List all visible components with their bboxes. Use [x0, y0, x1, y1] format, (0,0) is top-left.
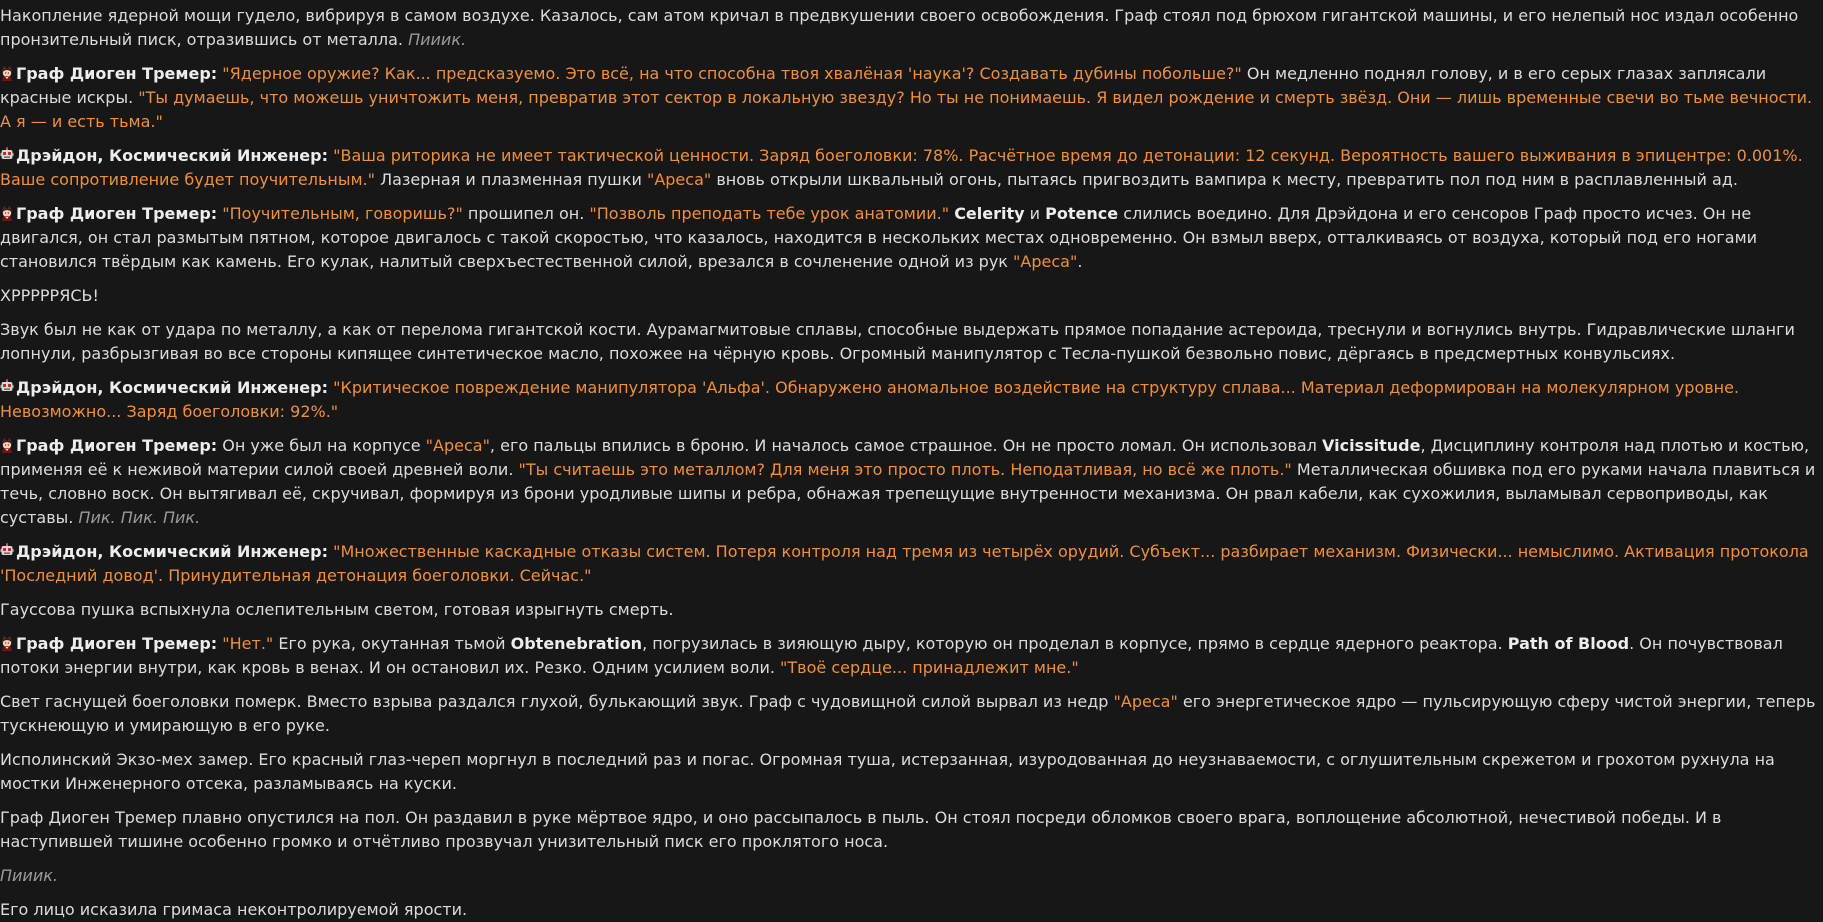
sound-effect: Пииик.	[408, 30, 467, 49]
speaker-name: Граф Диоген Тремер:	[16, 436, 218, 455]
speaker-name: Граф Диоген Тремер:	[16, 64, 218, 83]
text-run: . Он почувствовал потоки энергии внутри, как кровь в венах. И он остановил их. Резко. Одним усилием воли.	[0, 634, 1783, 677]
narration-paragraph	[0, 898, 1823, 922]
text-run: слились воедино. Для Дрэйдона и его сенсоров Граф просто исчез. Он не двигался, он стал размытым пятном, которое двигалось с такой скоростью, что казалось, находится в нескольких местах одновременно. Он взмыл вверх, отталкиваясь от воздуха, который под его ногами становился твёрдым как камень. Его кулак, налитый сверхъестественной силой, врезался в сочленение одной из рук	[0, 204, 1758, 271]
text-run: , его пальцы впились в броню. И началось самое страшное. Он не просто ломал. Он использовал	[489, 436, 1322, 455]
robot-icon	[0, 147, 14, 163]
speaker-name: Дрэйдон, Космический Инженер:	[16, 542, 329, 561]
robot-icon	[0, 379, 14, 395]
text-run: .	[1077, 252, 1083, 271]
dialogue-paragraph	[0, 540, 1823, 588]
sound-effect: Пик. Пик. Пик.	[78, 508, 201, 527]
narration-paragraph	[0, 690, 1823, 738]
narration-paragraph	[0, 318, 1823, 366]
quote-text: "Ареса"	[1113, 692, 1178, 711]
dialogue-paragraph	[0, 376, 1823, 424]
quote-text: "Критическое повреждение манипулятора 'Альфа'. Обнаружено аномальное воздействие на структуру сплава... Материал деформирован на молекулярном уровне. Невозможно... Заряд боеголовки: 92%."	[0, 378, 1740, 421]
quote-text: "Позволь преподать тебе урок анатомии."	[589, 204, 950, 223]
dialogue-paragraph	[0, 632, 1823, 680]
quote-text: "Ваша риторика не имеет тактической ценности. Заряд боеголовки: 78%. Расчётное время до детонации: 12 секунд. Вероятность вашего выживания в эпицентре: 0.001%. Ваше сопротивление будет поучительным."	[0, 146, 1803, 189]
vampire-icon	[0, 635, 14, 651]
quote-text: "Множественные каскадные отказы систем. Потеря контроля над тремя из четырёх орудий. Субъект... разбирает механизм. Физически... немыслимо. Активация протокола 'Последний довод'. Принудительная детонация боеголовки. Сейчас."	[0, 542, 1809, 585]
dialogue-paragraph	[0, 202, 1823, 274]
speaker-name: Дрэйдон, Космический Инженер:	[16, 378, 329, 397]
dialogue-paragraph	[0, 144, 1823, 192]
text-run: Его лицо исказила гримаса неконтролируемой ярости.	[0, 900, 468, 919]
discipline-name: Potence	[1045, 204, 1119, 223]
text-run: Граф Диоген Тремер плавно опустился на пол. Он раздавил в руке мёртвое ядро, и оно рассыпалось в пыль. Он стоял посреди обломков своего врага, воплощение абсолютной, нечестивой победы. И в наступившей тишине особенно громко и отчётливо прозвучал унизительный писк его проклятого носа.	[0, 808, 1722, 851]
vampire-icon	[0, 205, 14, 221]
text-run: его энергетическое ядро — пульсирующую сферу чистой энергии, теперь тускнеющую и умирающую в его руке.	[0, 692, 1816, 735]
text-run: Исполинский Экзо-мех замер. Его красный глаз-череп моргнул в последний раз и погас. Огромная туша, истерзанная, изуродованная до неузнаваемости, с оглушительным скрежетом и грохотом рухнула на мостки Инженерного отсека, разламываясь на куски.	[0, 750, 1775, 793]
text-run: Накопление ядерной мощи гудело, вибрируя в самом воздухе. Казалось, сам атом кричал в предвкушении своего освобождения. Граф стоял под брюхом гигантской машины, и его нелепый нос издал особенно пронзительный писк, отразившись от металла.	[0, 6, 1799, 49]
quote-text: "Нет."	[222, 634, 274, 653]
narration-paragraph	[0, 284, 1823, 308]
discipline-name: Obtenebration	[510, 634, 643, 653]
dialogue-paragraph	[0, 62, 1823, 134]
narration-paragraph	[0, 864, 1823, 888]
quote-text: "Ядерное оружие? Как... предсказуемо. Это всё, на что способна твоя хвалёная 'наука'? Создавать дубины побольше?"	[222, 64, 1242, 83]
text-run: Гауссова пушка вспыхнула ослепительным светом, готовая изрыгнуть смерть.	[0, 600, 674, 619]
speaker-name: Граф Диоген Тремер:	[16, 204, 218, 223]
text-run: ХРРРРРЯСЬ!	[0, 286, 99, 305]
text-run: и	[1024, 204, 1046, 223]
text-run: Металлическая обшивка под его руками начала плавиться и течь, словно воск. Он вытягивал её, скручивал, формируя из брони уродливые шипы и ребра, обнажая трепещущие внутренности механизма. Он рвал кабели, как сухожилия, выламывал сервоприводы, как суставы.	[0, 460, 1816, 527]
robot-icon	[0, 543, 14, 559]
narration-paragraph	[0, 748, 1823, 796]
text-run: прошипел он.	[462, 204, 590, 223]
text-run: Он уже был на корпусе	[217, 436, 426, 455]
discipline-name: Path of Blood	[1507, 634, 1630, 653]
text-run: Его рука, окутанная тьмой	[273, 634, 511, 653]
discipline-name: Celerity	[954, 204, 1025, 223]
text-run: Лазерная и плазменная пушки	[375, 170, 647, 189]
quote-text: "Ты думаешь, что можешь уничтожить меня, превратив этот сектор в локальную звезду? Но ты не понимаешь. Я видел рождение и смерть звёзд. Они — лишь временные свечи во тьме вечности. А я — и есть тьма."	[0, 88, 1813, 131]
speaker-name: Дрэйдон, Космический Инженер:	[16, 146, 329, 165]
narration-paragraph	[0, 598, 1823, 622]
quote-text: "Ареса"	[646, 170, 712, 189]
text-run: , погрузилась в зияющую дыру, которую он проделал в корпусе, прямо в сердце ядерного реактора.	[642, 634, 1508, 653]
quote-text: "Ареса"	[425, 436, 490, 455]
speaker-name: Граф Диоген Тремер:	[16, 634, 218, 653]
text-run: Свет гаснущей боеголовки померк. Вместо взрыва раздался глухой, булькающий звук. Граф с чудовищной силой вырвал из недр	[0, 692, 1114, 711]
narration-paragraph	[0, 806, 1823, 854]
text-run: Звук был не как от удара по металлу, а как от перелома гигантской кости. Аурамагмитовые сплавы, способные выдержать прямое попадание астероида, треснули и вогнулись внутрь. Гидравлические шланги лопнули, разбрызгивая во все стороны кипящее синтетическое масло, похожее на чёрную кровь. Огромный манипулятор с Тесла-пушкой безвольно повис, дёргаясь в предсмертных конвульсиях.	[0, 320, 1795, 363]
discipline-name: Vicissitude	[1322, 436, 1421, 455]
quote-text: "Поучительным, говоришь?"	[222, 204, 463, 223]
quote-text: "Ты считаешь это металлом? Для меня это просто плоть. Неподатливая, но всё же плоть."	[518, 460, 1292, 479]
narration-paragraph	[0, 4, 1823, 52]
text-run: вновь открыли шквальный огонь, пытаясь пригвоздить вампира к месту, превратить пол под ним в расплавленный ад.	[711, 170, 1738, 189]
sound-effect: Пииик.	[0, 866, 58, 885]
vampire-icon	[0, 437, 14, 453]
vampire-icon	[0, 65, 14, 81]
text-run: , Дисциплину контроля над плотью и костью, применяя её к неживой материи силой своей древней воли.	[0, 436, 1810, 479]
dialogue-paragraph	[0, 434, 1823, 530]
text-run: Он медленно поднял голову, и в его серых глазах заплясали красные искры.	[0, 64, 1767, 107]
quote-text: "Ареса"	[1013, 252, 1078, 271]
quote-text: "Твоё сердце... принадлежит мне."	[780, 658, 1079, 677]
